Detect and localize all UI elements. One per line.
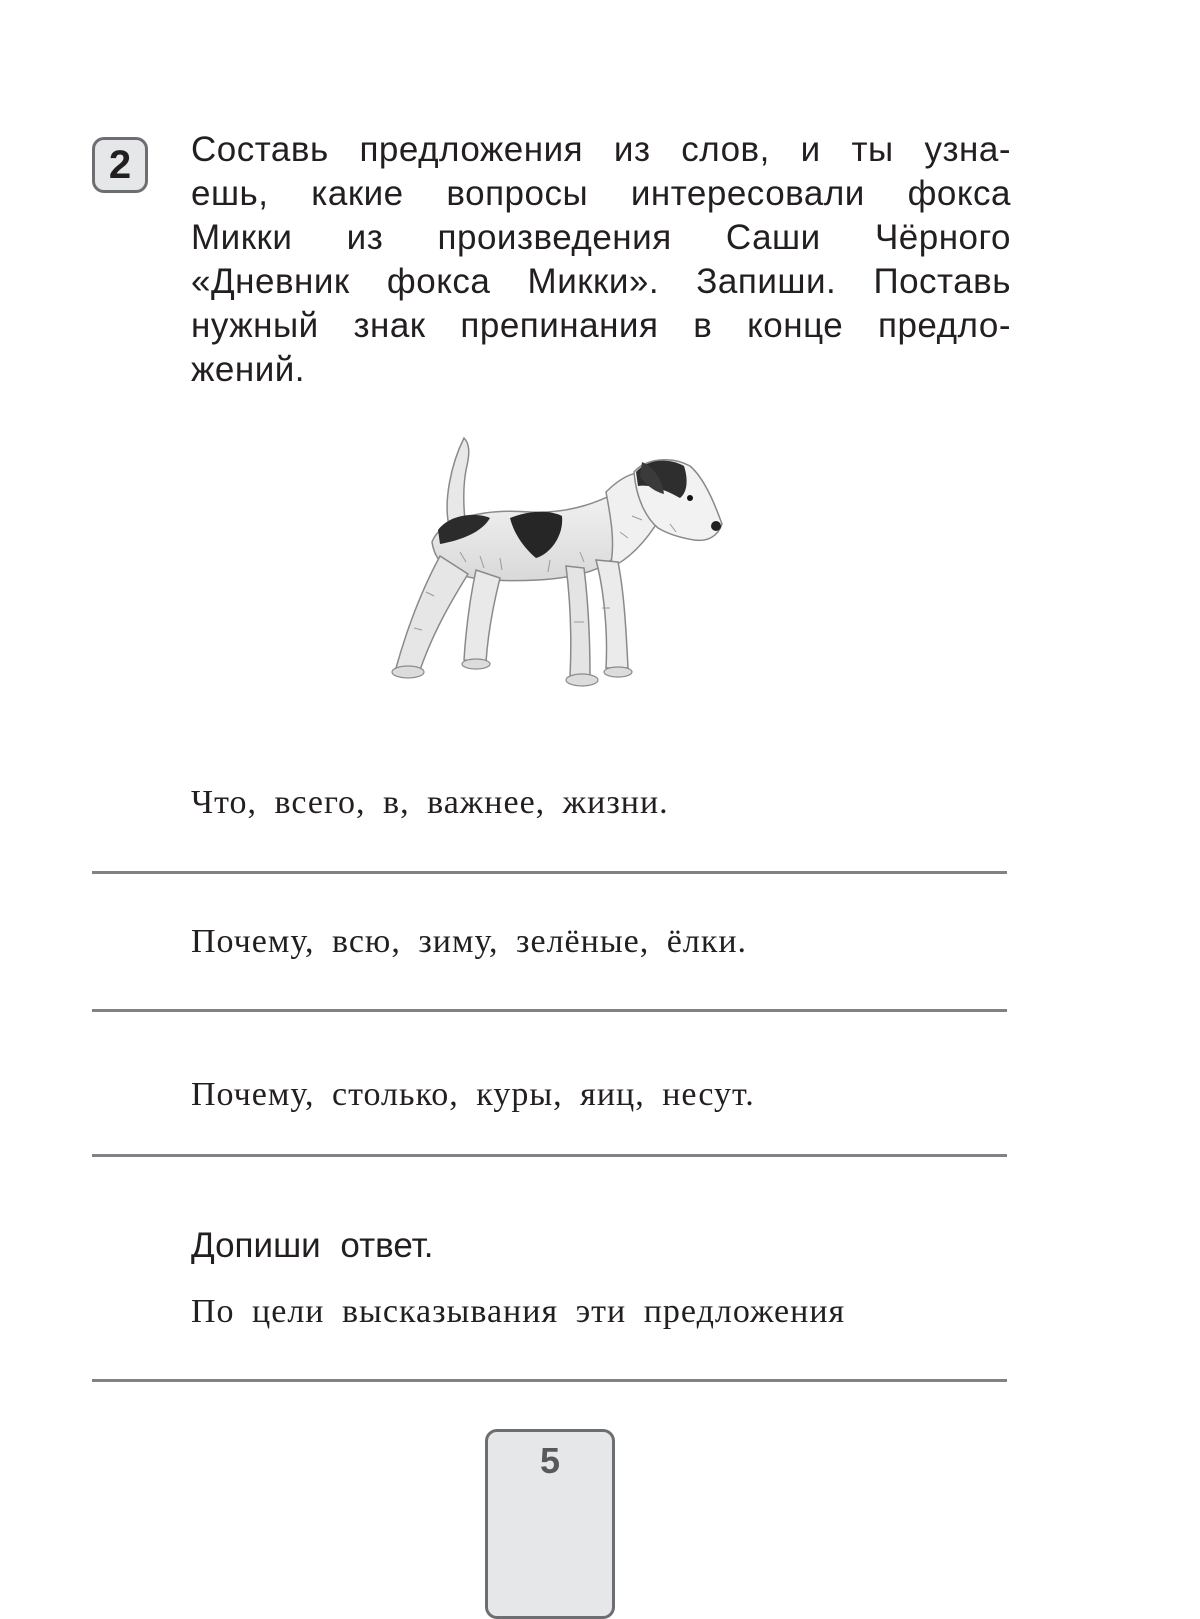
task-instruction [191,128,1011,392]
instruction-line: ешь, какие вопросы интересовали фокса [191,174,1011,213]
completion-stem: По цели высказывания эти предложения [191,1293,846,1330]
answer-line-4[interactable] [92,1379,1007,1382]
instruction-line: жений. [191,350,306,389]
instruction-line: «Дневник фокса Микки». Запиши. Поставь [191,262,1011,301]
instruction-line: Микки из произведения Саши Чёрного [191,218,1011,257]
sentence-2: Почему, всю, зиму, зелёные, ёлки. [191,923,748,960]
instruction-line: нужный знак препинания в конце предло- [191,306,1011,345]
answer-line-2[interactable] [92,1009,1007,1012]
task-number: 2 [108,142,132,187]
fox-terrier-illustration [370,432,730,702]
sentence-1: Что, всего, в, важнее, жизни. [191,784,669,821]
completion-prompt: Допиши ответ. [191,1226,434,1265]
sentence-3: Почему, столько, куры, яиц, несут. [191,1076,755,1113]
task-number-badge [92,137,148,193]
answer-line-3[interactable] [92,1154,1007,1157]
page-number: 5 [539,1440,561,1481]
instruction-line: Составь предложения из слов, и ты узна- [191,130,1011,169]
answer-line-1[interactable] [92,871,1007,874]
page-number-tab [485,1429,615,1619]
